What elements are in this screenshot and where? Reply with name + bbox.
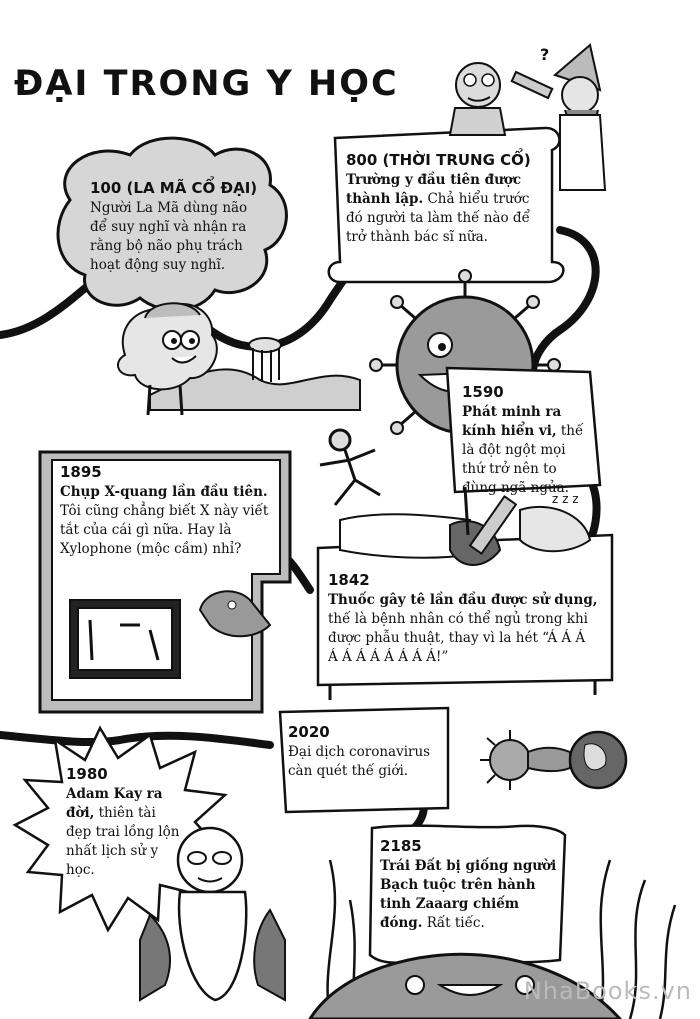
event-year: 1842 [328,571,370,589]
event-text: Thuốc gây tê lần đầu được sử dụng, thế là bệnh nhân có thể ngủ trong khi được phẫu thuật, thay vì la hét “Á Á Á Á Á Á Á Á Á Á Á!” [328,592,598,665]
event-2185 [380,836,560,933]
svg-text:?: ? [540,45,550,64]
coronavirus-earth [480,730,626,790]
event-text: Trái Đất bị giống người Bạch tuộc trên hành tinh Zaaarg chiếm đóng. Rất tiếc. [380,858,557,931]
temple-drawing [249,338,281,382]
page-title: ĐẠI TRONG Y HỌC [14,64,399,104]
event-year: 2185 [380,837,422,855]
event-1895 [60,462,272,559]
event-year: 1980 [66,765,108,783]
event-100 [90,178,260,275]
event-year: 800 (THỜI TRUNG CỔ) [346,151,531,169]
event-1590 [462,382,592,498]
event-year: 2020 [288,723,330,741]
event-year: 1895 [60,463,102,481]
event-1980 [66,764,184,880]
event-text: Trường y đầu tiên được thành lập. Chả hiểu trước đó người ta làm thế nào để trở thành bác sĩ nữa. [346,172,530,245]
event-year: 100 (LA MÃ CỔ ĐẠI) [90,179,258,197]
event-text: Phát minh ra kính hiển vi, thế là đột ngột mọi thứ trở nên to đùng ngã ngửa. [462,404,584,496]
event-text: Chụp X-quang lần đầu tiên. Tôi cũng chẳng biết X này viết tắt của cái gì nữa. Hay là Xylophone (mộc cầm) nhỉ? [60,484,269,557]
event-1842 [328,570,598,667]
snore-text: z z z [552,492,579,506]
event-text: Đại dịch coronavirus càn quét thế giới. [288,744,431,779]
running-man [320,430,380,505]
event-800 [346,150,544,247]
event-text: Adam Kay ra đời, thiên tài đẹp trai lồng lộn nhất lịch sử y học. [66,786,180,878]
watermark: NhaBooks.vn [523,977,692,1005]
event-2020 [288,722,444,781]
event-text: Người La Mã dùng não để suy nghĩ và nhận ra rằng bộ não phụ trách hoạt động suy nghĩ. [90,200,248,273]
event-year: 1590 [462,383,504,401]
